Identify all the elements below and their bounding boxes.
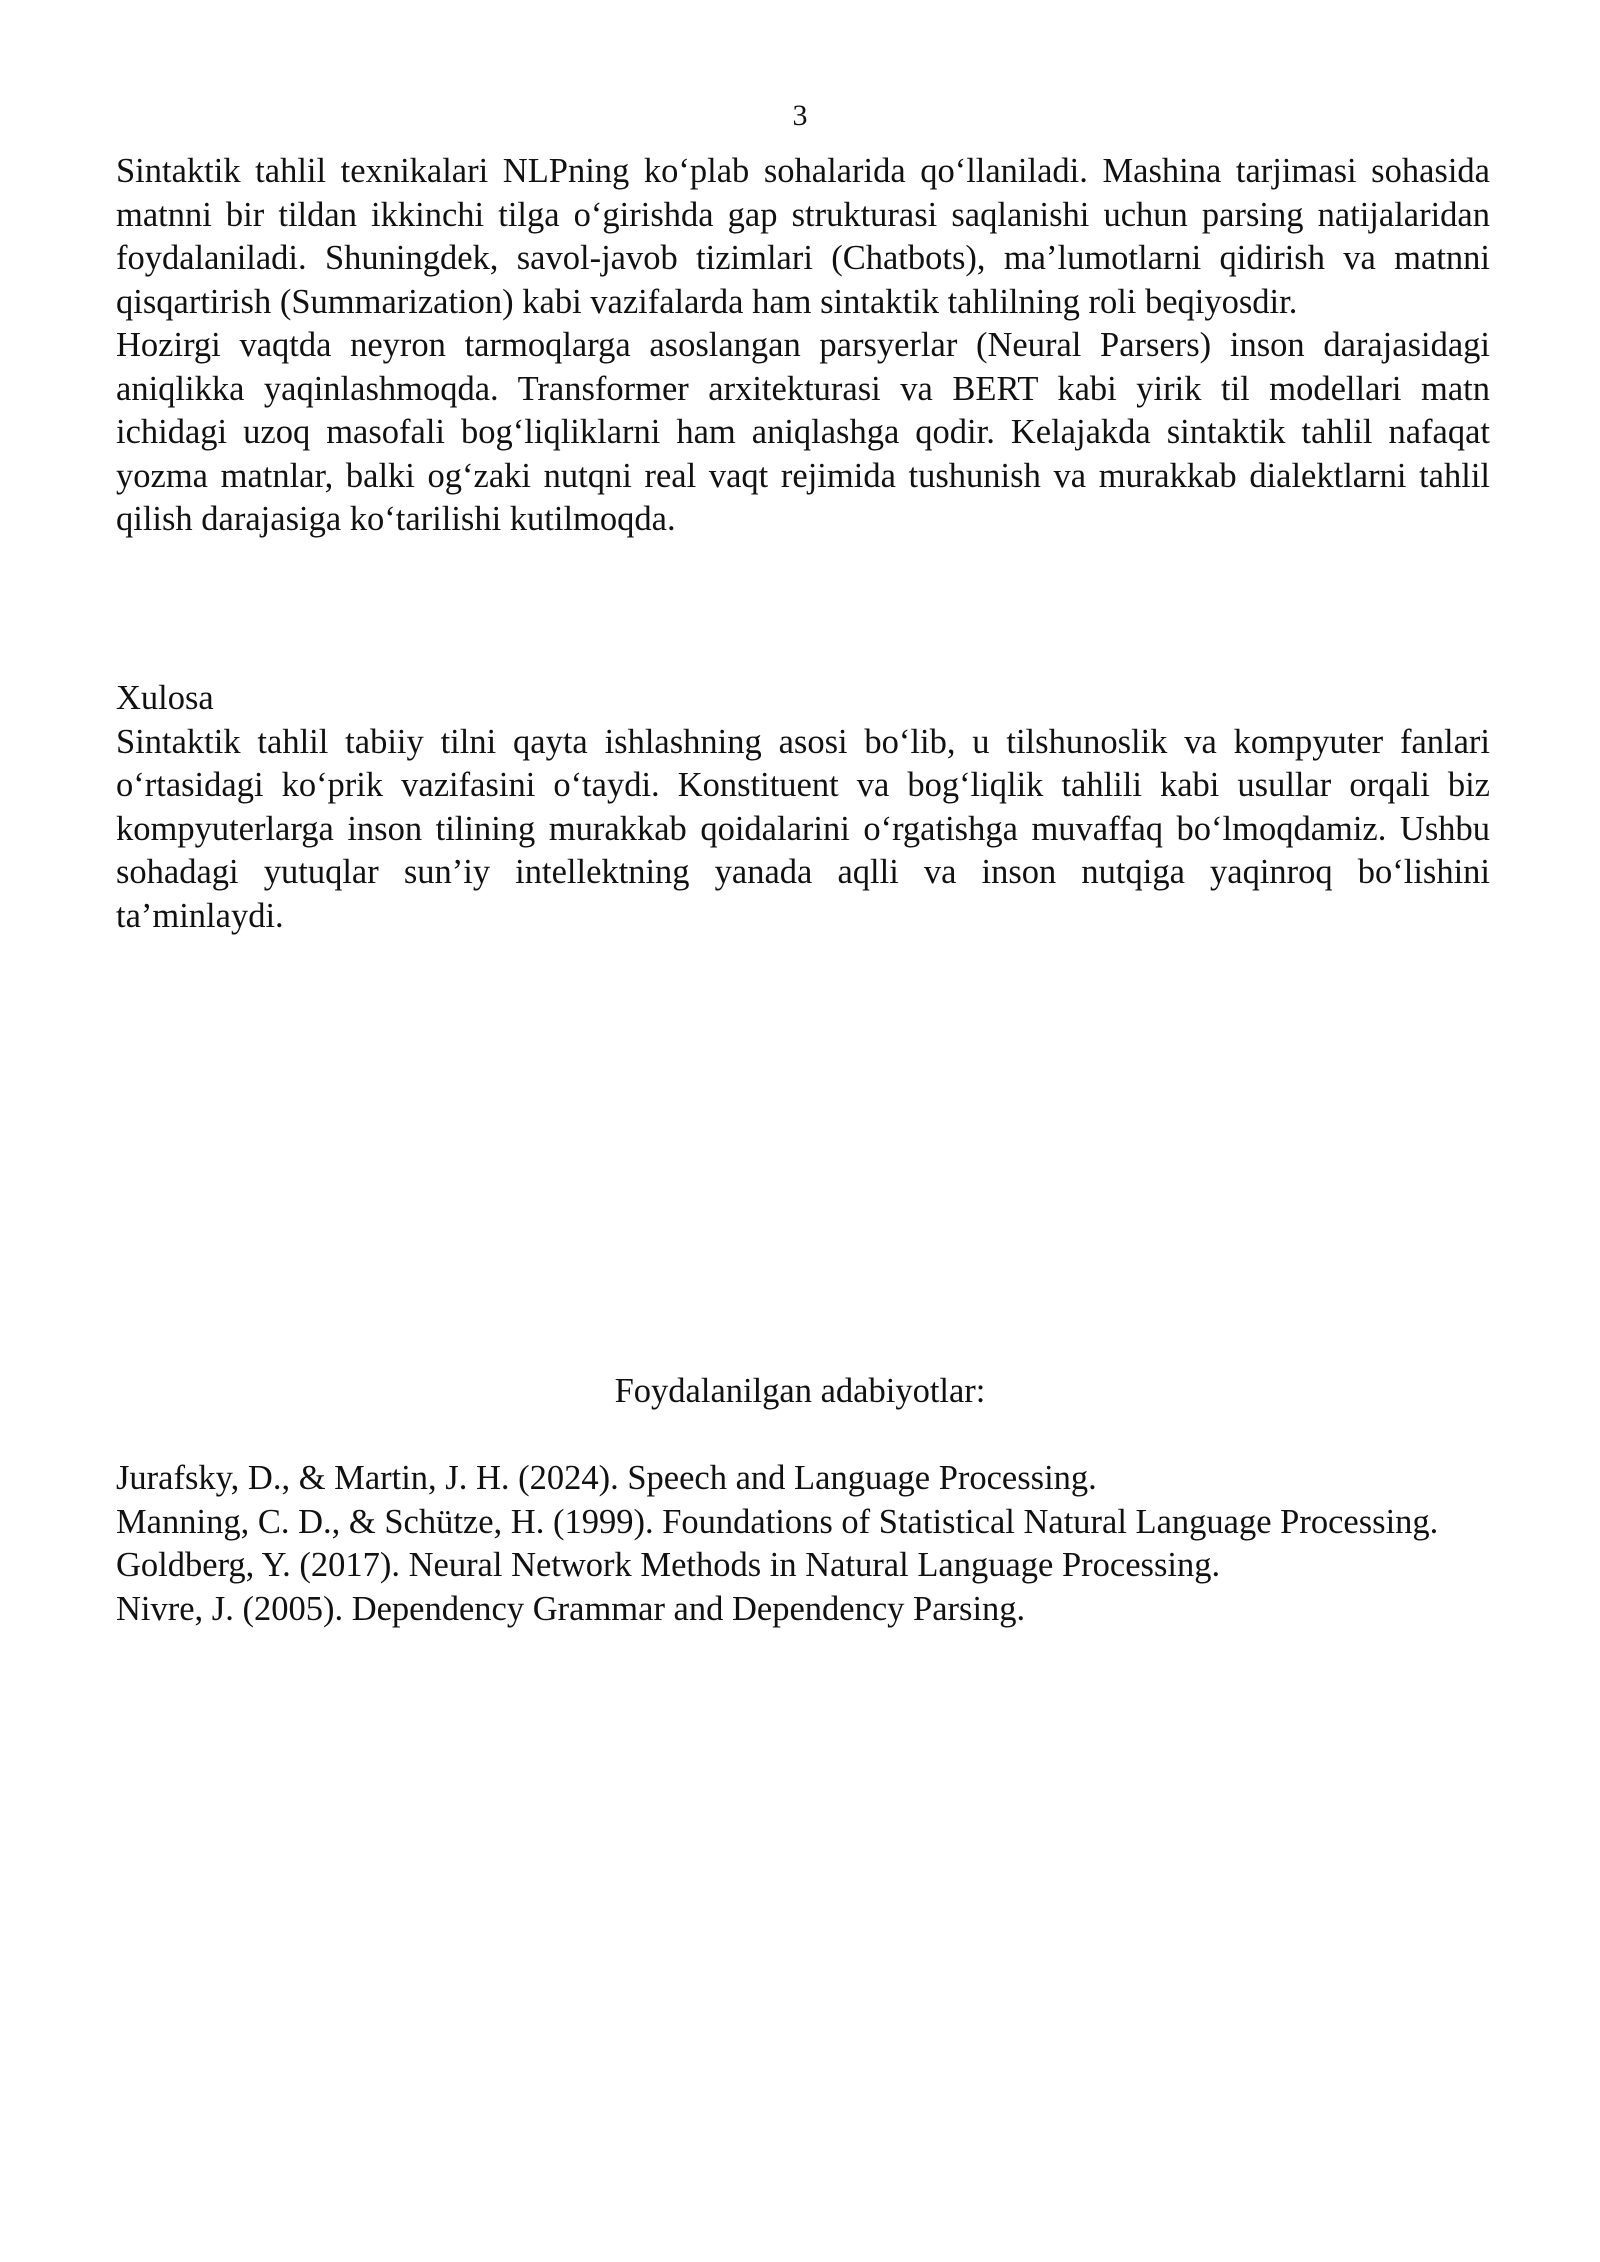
main-section: [116, 150, 1490, 542]
references-title: Foydalanilgan adabiyotlar:: [614, 1372, 986, 1410]
main-paragraph-1: Sintaktik tahlil texnikalari NLPning ko‘plab sohalarida qo‘llaniladi. Mashina tarjimasi sohasida matnni bir tildan ikkinchi tilga o‘girishda gap strukturasi saqlanishi uchun parsing natijalaridan foydalaniladi. Shuningdek, savol-javob tizimlari (Chatbots), ma’lumotlarni qidirish va matnni qisqartirish (Summarization) kabi vazifalarda ham sintaktik tahlilning roli beqiyosdir.: [116, 152, 1490, 321]
reference-item: Manning, C. D., & Schütze, H. (1999). Foundations of Statistical Natural Language Processing.: [116, 1502, 1439, 1541]
page-number: 3: [792, 99, 808, 132]
reference-item: Nivre, J. (2005). Dependency Grammar and Dependency Parsing.: [116, 1589, 1026, 1628]
main-paragraph-2: Hozirgi vaqtda neyron tarmoqlarga asoslangan parsyerlar (Neural Parsers) inson darajasidagi aniqlikka yaqinlashmoqda. Transformer arxitekturasi va BERT kabi yirik til modellari matn ichidagi uzoq masofali bog‘liqliklarni ham aniqlashga qodir. Kelajakda sintaktik tahlil nafaqat yozma matnlar, balki og‘zaki nutqni real vaqt rejimida tushunish va murakkab dialektlarni tahlil qilish darajasiga ko‘tarilishi kutilmoqda.: [116, 326, 1490, 538]
conclusion-heading: Xulosa: [116, 679, 214, 717]
conclusion-paragraph: Sintaktik tahlil tabiiy tilni qayta ishlashning asosi bo‘lib, u tilshunoslik va kompyuter fanlari o‘rtasidagi ko‘prik vazifasini o‘taydi. Konstituent va bog‘liqlik tahlili kabi usullar orqali biz kompyuterlarga inson tilining murakkab qoidalarini o‘rgatishga muvaffaq bo‘lmoqdamiz. Ushbu sohadagi yutuqlar sun’iy intellektning yanada aqlli va inson nutqiga yaqinroq bo‘lishini ta’minlaydi.: [116, 722, 1490, 935]
reference-item: Goldberg, Y. (2017). Neural Network Methods in Natural Language Processing.: [116, 1546, 1221, 1584]
references-list: [116, 1457, 1490, 1631]
reference-item: Jurafsky, D., & Martin, J. H. (2024). Speech and Language Processing.: [116, 1459, 1097, 1497]
conclusion-section: [116, 677, 1490, 938]
